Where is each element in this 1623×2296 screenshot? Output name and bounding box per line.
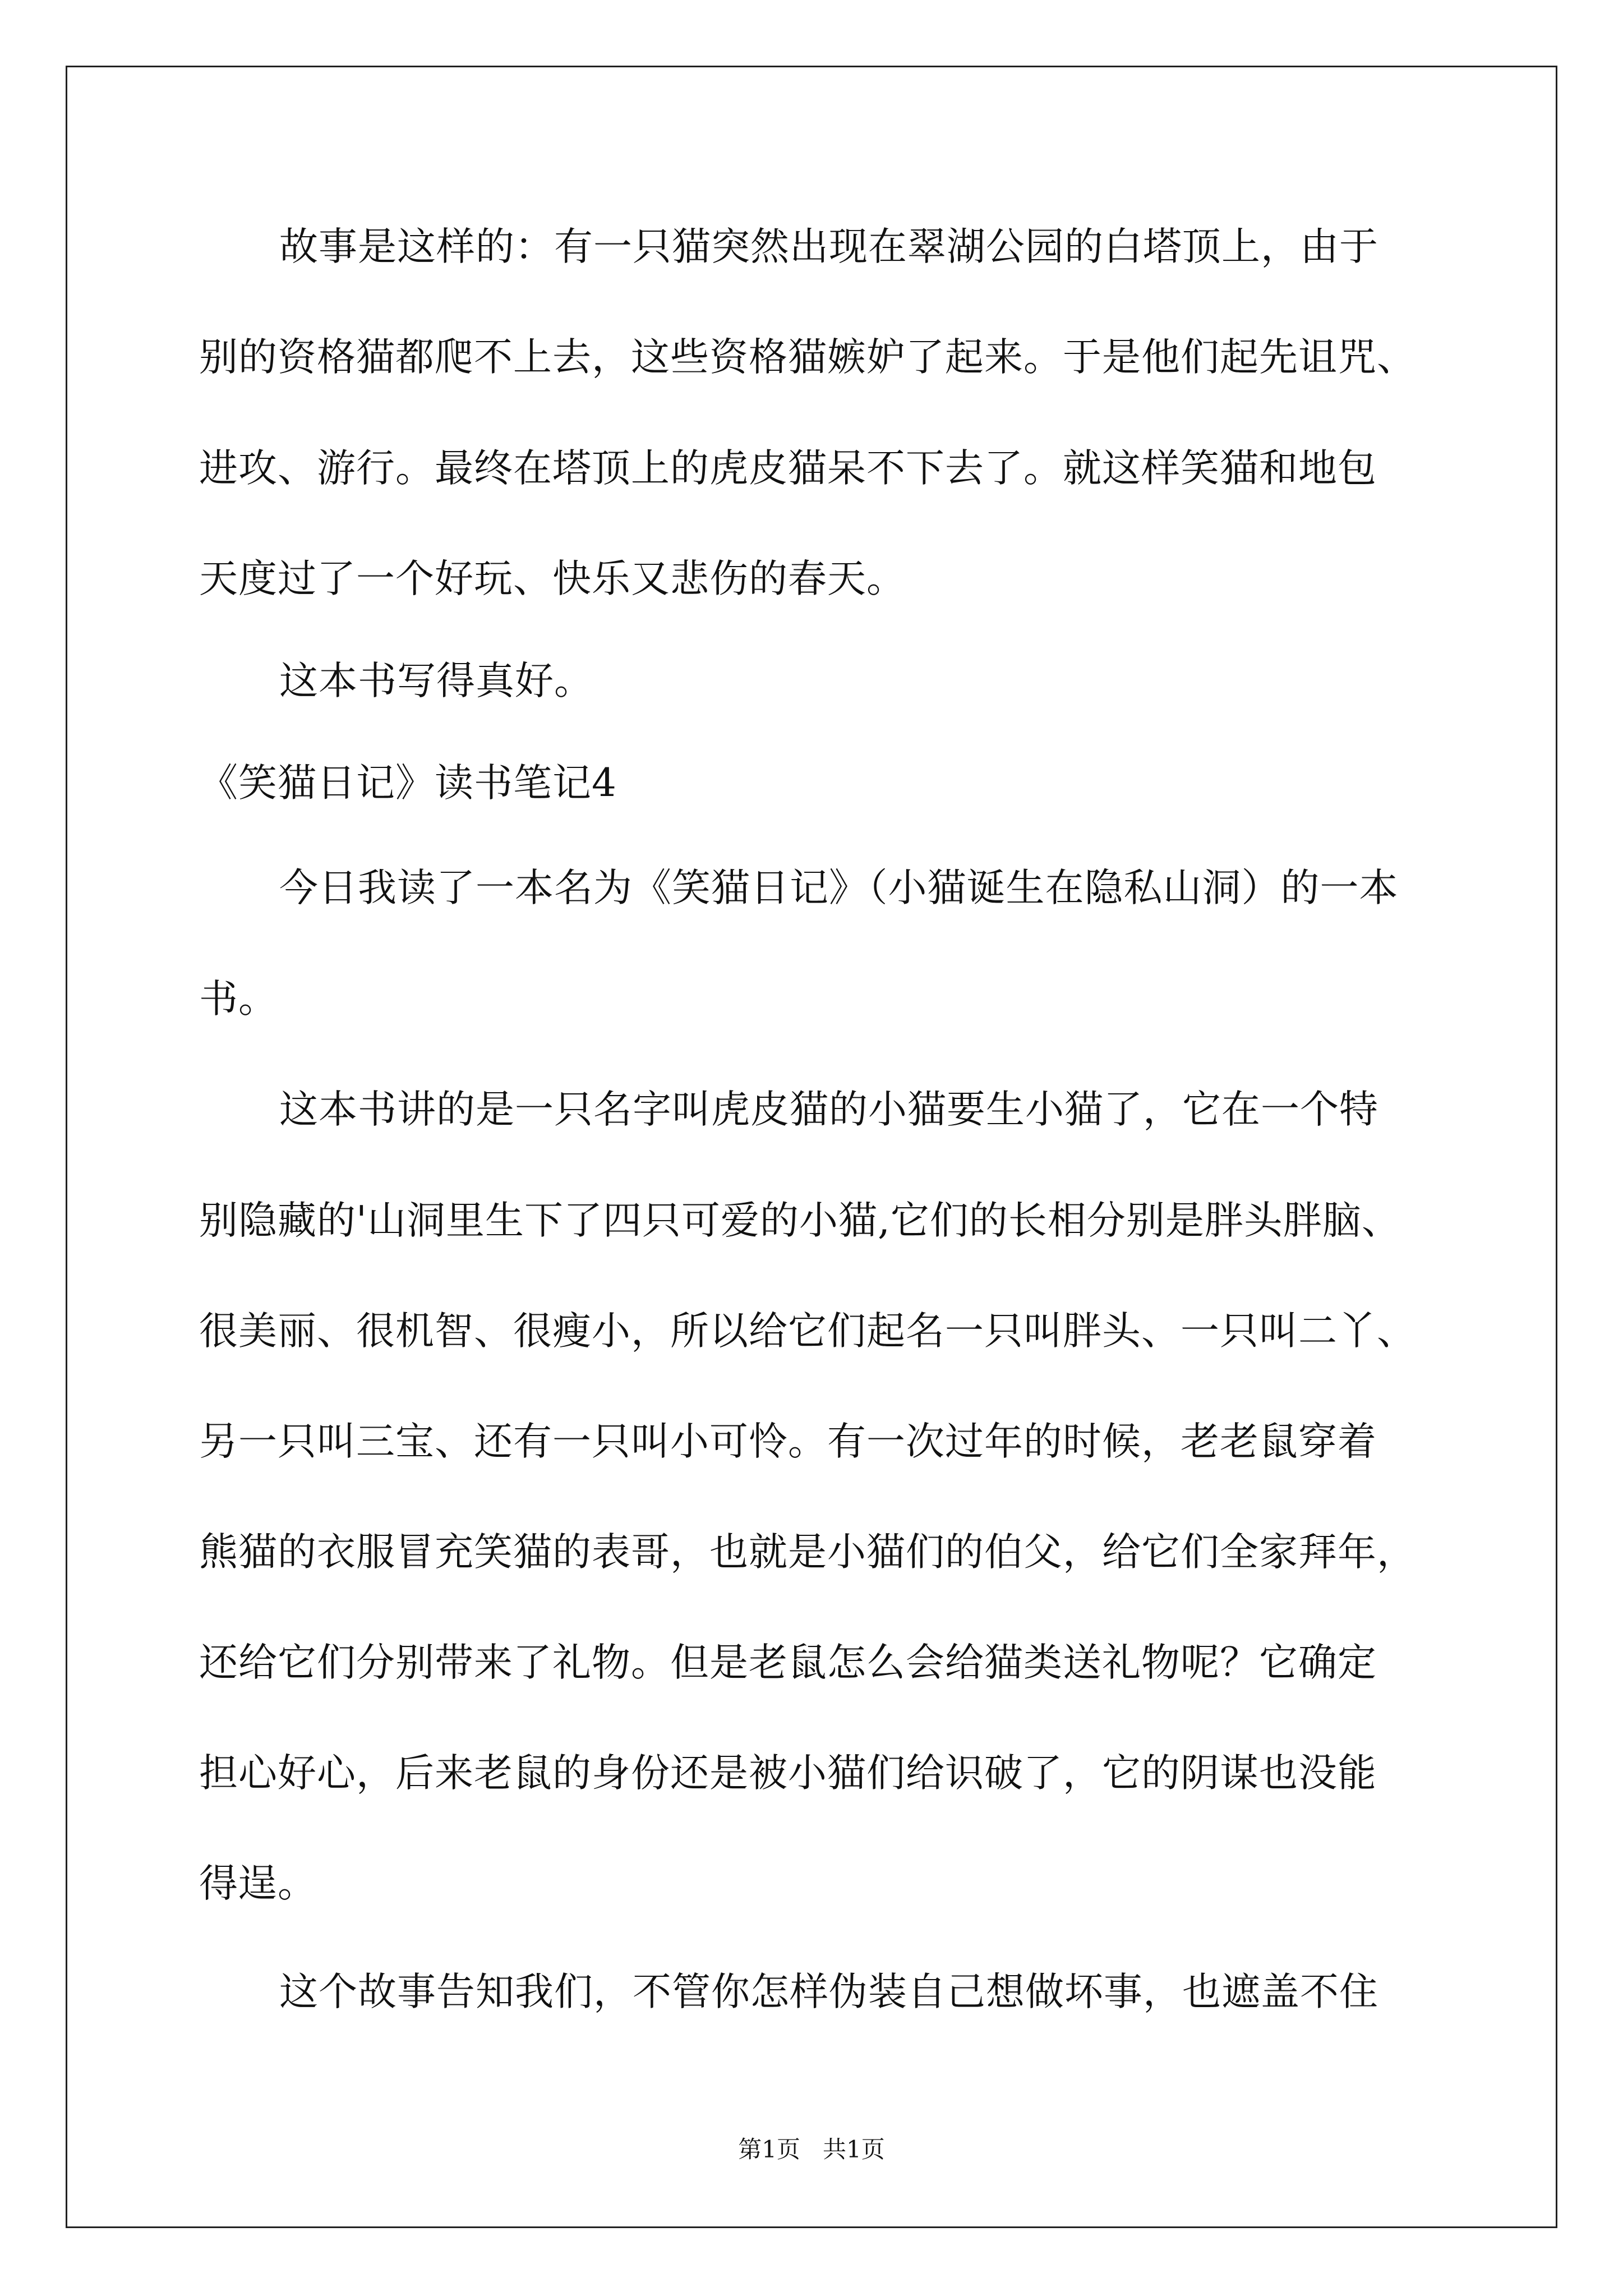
paragraph-line: 这本书写得真好。 <box>279 659 593 703</box>
paragraph-line: 很美丽、很机智、很瘦小，所以给它们起名一只叫胖头、一只叫二丫、 <box>199 1309 1416 1354</box>
paragraph-line: 这个故事告知我们，不管你怎样伪装自己想做坏事，也遮盖不住 <box>279 1970 1378 2014</box>
paragraph-line: 还给它们分别带来了礼物。但是老鼠怎么会给猫类送礼物呢？它确定 <box>199 1640 1377 1685</box>
paragraph-line: 熊猫的衣服冒充笑猫的表哥，也就是小猫们的伯父，给它们全家拜年， <box>199 1530 1416 1575</box>
paragraph-line: 书。 <box>199 977 278 1022</box>
paragraph-line: 这本书讲的是一只名字叫虎皮猫的小猫要生小猫了，它在一个特 <box>279 1087 1378 1132</box>
paragraph-line: 别的资格猫都爬不上去，这些资格猫嫉妒了起来。于是他们起先诅咒、 <box>199 335 1416 380</box>
paragraph-line: 进攻、游行。最终在塔顶上的虎皮猫呆不下去了。就这样笑猫和地包 <box>199 446 1377 491</box>
section-heading: 《笑猫日记》读书笔记4 <box>199 761 617 806</box>
paragraph-line: 天度过了一个好玩、快乐又悲伤的春天。 <box>199 556 906 601</box>
paragraph-line: 故事是这样的：有一只猫突然出现在翠湖公园的白塔顶上，由于 <box>279 224 1378 269</box>
paragraph-line: 今日我读了一本名为《笑猫日记》（小猫诞生在隐私山洞）的一本 <box>279 866 1399 910</box>
paragraph-line: 担心好心，后来老鼠的身份还是被小猫们给识破了，它的阴谋也没能 <box>199 1751 1377 1796</box>
paragraph-line: 得逞。 <box>199 1861 317 1906</box>
paragraph-line: 别隐藏的'山洞里生下了四只可爱的小猫,它们的长相分别是胖头胖脑、 <box>199 1198 1401 1243</box>
page-number-footer: 第1页 共1页 <box>738 2136 885 2163</box>
paragraph-line: 另一只叫三宝、还有一只叫小可怜。有一次过年的时候，老老鼠穿着 <box>199 1419 1377 1464</box>
